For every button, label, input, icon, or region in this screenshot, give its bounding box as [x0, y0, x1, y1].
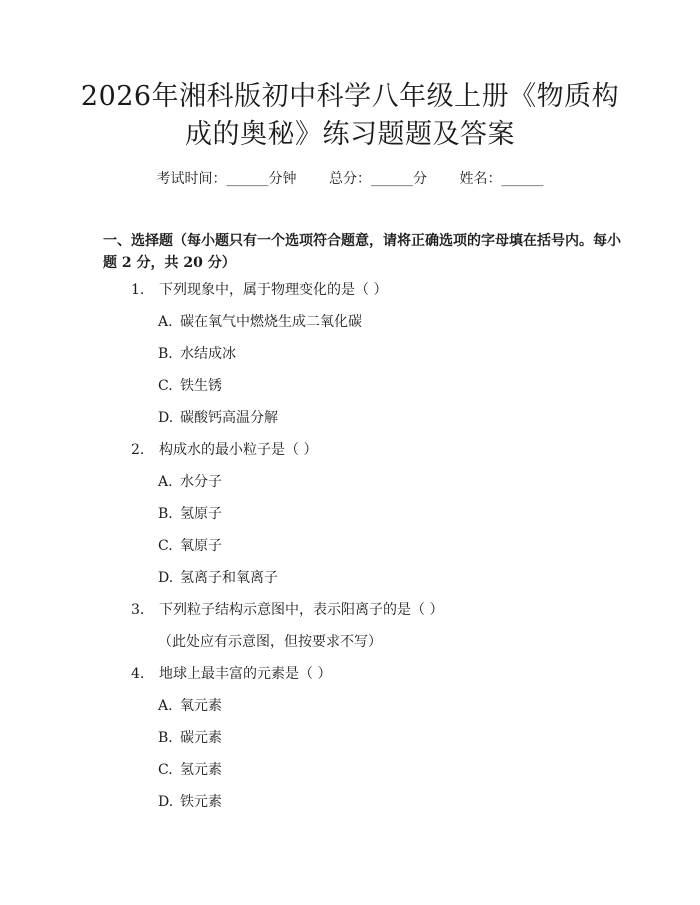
option-d	[158, 569, 278, 587]
exam-info-line	[0, 170, 700, 188]
title-line-2: 成的奥秘》练习题题及答案	[185, 119, 515, 150]
option-b	[158, 505, 222, 523]
option-a	[158, 697, 222, 715]
section-heading-multiple-choice: 一、选择题（每小题只有一个选项符合题意，请将正确选项的字母填在括号内。每小题 2 分，共 20 分）	[103, 233, 621, 271]
option-c	[158, 377, 222, 395]
option-d	[158, 409, 278, 427]
option-letter: A.	[158, 314, 173, 330]
option-letter: D.	[158, 794, 174, 810]
option-text: 水分子	[180, 474, 222, 490]
question-text: 下列粒子结构示意图中，表示阳离子的是（ ）	[159, 602, 444, 618]
question-3	[131, 601, 443, 619]
option-d	[158, 793, 222, 811]
student-name-field: 姓名：______	[459, 171, 544, 187]
diagram-placeholder-note: （此处应有示意图，但按要求不写）	[158, 634, 382, 650]
document-title	[60, 78, 640, 154]
option-c	[158, 761, 222, 779]
question-number: 3.	[131, 602, 145, 618]
option-letter: C.	[158, 378, 173, 394]
option-text: 碳酸钙高温分解	[180, 410, 278, 426]
option-letter: B.	[158, 506, 173, 522]
option-letter: D.	[158, 410, 174, 426]
option-letter: C.	[158, 762, 173, 778]
question-text: 地球上最丰富的元素是（ ）	[159, 666, 332, 682]
option-c	[158, 537, 222, 555]
question-number: 1.	[131, 282, 145, 298]
question-4	[131, 665, 331, 683]
option-a	[158, 313, 362, 331]
question-text: 下列现象中，属于物理变化的是（ ）	[159, 282, 388, 298]
option-a	[158, 473, 222, 491]
question-text: 构成水的最小粒子是（ ）	[159, 442, 318, 458]
option-text: 碳元素	[180, 730, 222, 746]
title-line-1: 2026年湘科版初中科学八年级上册《物质构	[80, 81, 620, 112]
option-text: 水结成冰	[180, 346, 236, 362]
option-letter: A.	[158, 698, 173, 714]
option-text: 铁生锈	[180, 378, 222, 394]
option-letter: D.	[158, 570, 174, 586]
option-text: 铁元素	[180, 794, 222, 810]
option-text: 氧元素	[180, 698, 222, 714]
option-text: 氢离子和氧离子	[180, 570, 278, 586]
option-letter: B.	[158, 730, 173, 746]
option-text: 氢元素	[180, 762, 222, 778]
question-2	[131, 441, 317, 459]
option-b	[158, 729, 222, 747]
option-text: 氧原子	[180, 538, 222, 554]
question-1	[131, 281, 387, 299]
question-number: 2.	[131, 442, 145, 458]
exam-time-field: 考试时间：______分钟	[156, 171, 297, 187]
option-text: 氢原子	[180, 506, 222, 522]
total-score-field: 总分：______分	[329, 171, 427, 187]
option-b	[158, 345, 236, 363]
option-text: 碳在氧气中燃烧生成二氧化碳	[180, 314, 362, 330]
option-letter: C.	[158, 538, 173, 554]
question-number: 4.	[131, 666, 145, 682]
option-letter: B.	[158, 346, 173, 362]
option-letter: A.	[158, 474, 173, 490]
